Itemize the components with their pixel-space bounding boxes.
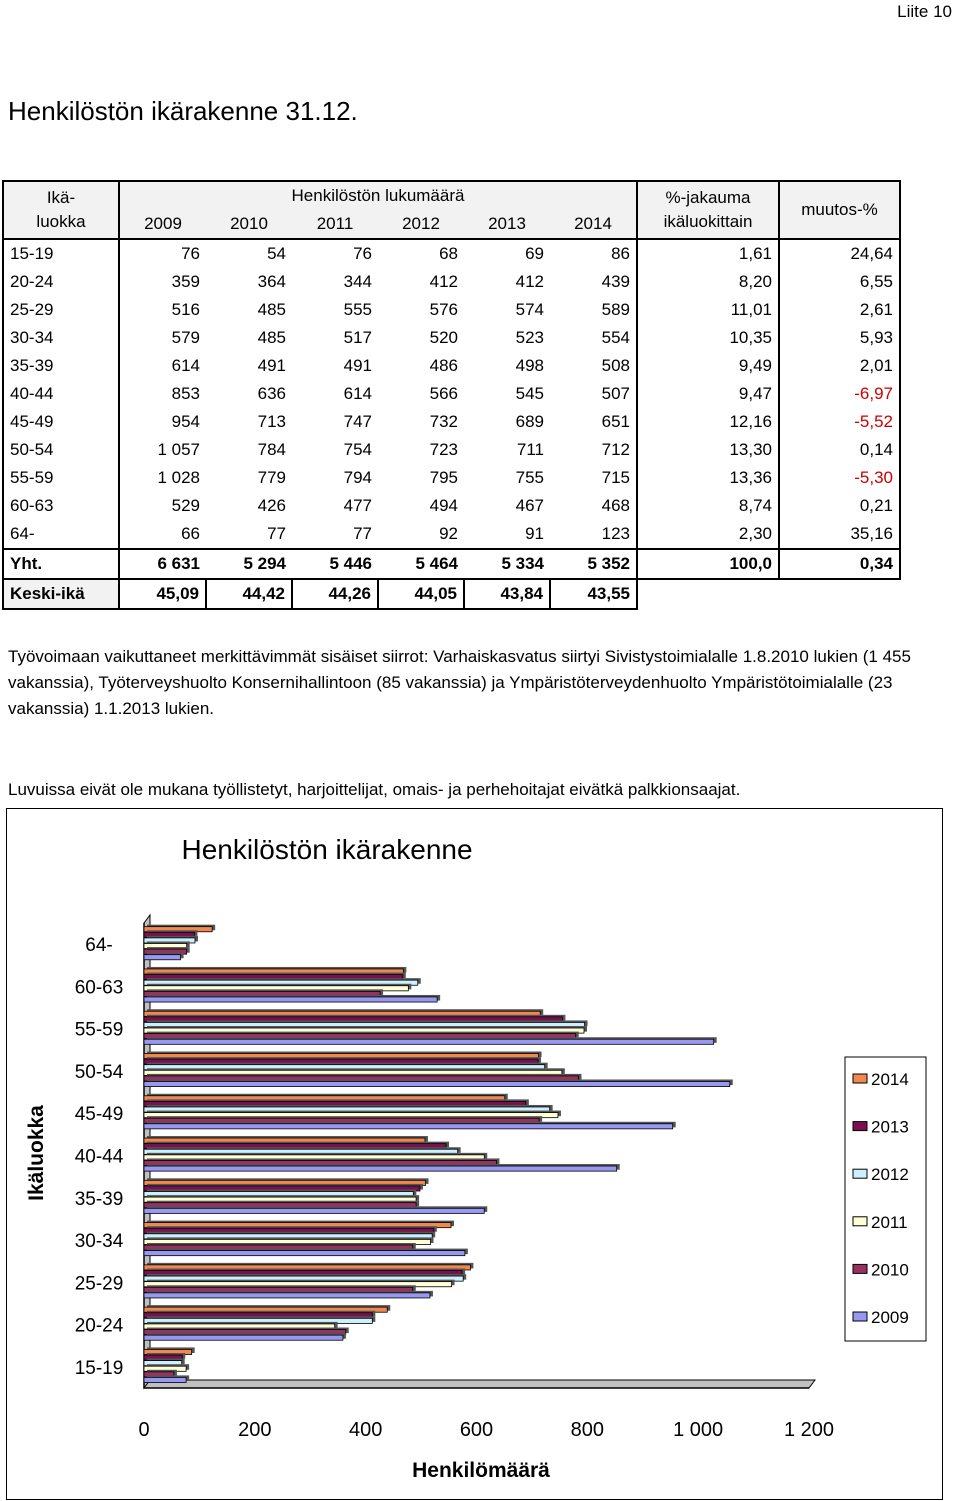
cell-value: 76: [181, 244, 200, 263]
header-year: 2011: [292, 210, 378, 239]
y-tick-label: 25-29: [74, 1273, 124, 1295]
cell-value: 715: [550, 464, 637, 492]
header-year: 2013: [464, 210, 550, 239]
cell-value: 5 352: [550, 549, 637, 579]
cell-value: 636: [257, 384, 286, 403]
cell-value: 784: [257, 440, 286, 459]
cell-change: -6,97: [779, 380, 900, 408]
cell-value: 5 446: [292, 549, 378, 579]
row-label: Yht.: [3, 549, 119, 579]
table-row: [3, 520, 900, 549]
row-label: 55-59: [3, 464, 119, 492]
cell-percent: 1,61: [637, 239, 779, 268]
age-structure-chart: [6, 808, 943, 1500]
cell-value: 747: [343, 412, 372, 431]
cell-value: 689: [515, 412, 544, 431]
cell-value: 5 334: [464, 549, 550, 579]
legend-swatch-2012: [853, 1169, 867, 1178]
cell-value: 651: [550, 408, 637, 436]
cell-value: 491: [257, 356, 286, 375]
note-exclusions: Luvuissa eivät ole mukana työllistetyt, harjoittelijat, omais- ja perhehoitajat eivätkä palkkionsaajat.: [8, 780, 741, 799]
x-tick-label: 600: [459, 1419, 494, 1441]
bar-2009-45-49: [144, 1124, 673, 1129]
cell-value: 566: [429, 384, 458, 403]
cell-value: 43,84: [464, 579, 550, 609]
cell-change: 2,01: [779, 352, 900, 380]
bar-2009-30-34: [144, 1251, 465, 1256]
cell-value: 44,05: [378, 579, 464, 609]
cell-value: 467: [515, 496, 544, 515]
cell-value: 794: [343, 468, 372, 487]
cell-value: 54: [267, 244, 286, 263]
table-row: [3, 352, 900, 380]
row-label: 60-63: [3, 492, 119, 520]
cell-value: 732: [429, 412, 458, 431]
cell-value: 779: [257, 468, 286, 487]
bar-2009-50-54: [144, 1081, 730, 1086]
cell-value: 45,09: [119, 579, 206, 609]
legend-swatch-2011: [853, 1217, 867, 1226]
y-tick-label: 55-59: [74, 1019, 124, 1041]
table-row: [3, 380, 900, 408]
cell-value: 614: [343, 384, 372, 403]
cell-value: 523: [515, 328, 544, 347]
cell-value: 712: [550, 436, 637, 464]
cell-change: 0,14: [779, 436, 900, 464]
cell-value: 6 631: [119, 549, 206, 579]
row-label: 35-39: [3, 352, 119, 380]
cell-percent: 8,20: [637, 268, 779, 296]
cell-value: 69: [525, 244, 544, 263]
cell-value: 491: [343, 356, 372, 375]
cell-value: 494: [429, 496, 458, 515]
cell-value: 485: [257, 300, 286, 319]
cell-value: 498: [515, 356, 544, 375]
bar-2009-35-39: [144, 1208, 484, 1213]
cell-value: 468: [550, 492, 637, 520]
cell-value: 412: [515, 272, 544, 291]
x-tick-label: 1 000: [673, 1419, 724, 1441]
cell-value: 516: [171, 300, 200, 319]
header-distribution: [637, 181, 779, 239]
cell-percent: 13,36: [637, 464, 779, 492]
row-label: 15-19: [3, 239, 119, 268]
cell-value: 853: [171, 384, 200, 403]
bar-2009-64-: [144, 955, 181, 960]
y-tick-label: 50-54: [74, 1061, 124, 1083]
cell-percent: 9,49: [637, 352, 779, 380]
cell-value: 713: [257, 412, 286, 431]
age-structure-table: [2, 180, 901, 610]
header-year: 2014: [550, 210, 637, 239]
cell-change: 35,16: [779, 520, 900, 549]
cell-change: -5,30: [779, 464, 900, 492]
bar-2009-55-59: [144, 1039, 714, 1044]
bar-2009-25-29: [144, 1293, 430, 1298]
cell-value: 723: [429, 440, 458, 459]
row-label: 40-44: [3, 380, 119, 408]
cell-value: 754: [343, 440, 372, 459]
plot-floor: [144, 1380, 815, 1388]
cell-value: 92: [439, 524, 458, 543]
row-label: 30-34: [3, 324, 119, 352]
table-row-average-age: [3, 579, 900, 609]
legend-label-2011: 2011: [871, 1212, 908, 1232]
cell-percent: 100,0: [637, 549, 779, 579]
cell-value: 555: [343, 300, 372, 319]
cell-value: 439: [550, 268, 637, 296]
header-distribution-line2: ikäluokittain: [663, 212, 753, 231]
cell-value: 1 057: [157, 440, 200, 459]
cell-value: 76: [353, 244, 372, 263]
bar-2009-20-24: [144, 1335, 343, 1340]
cell-value: 755: [515, 468, 544, 487]
cell-value: 86: [550, 239, 637, 268]
cell-percent: 11,01: [637, 296, 779, 324]
page-label: Liite 10: [897, 2, 952, 21]
cell-value: 344: [343, 272, 372, 291]
row-label: 20-24: [3, 268, 119, 296]
cell-value: 554: [550, 324, 637, 352]
legend-swatch-2010: [853, 1264, 867, 1273]
cell-value: 477: [343, 496, 372, 515]
cell-value: 520: [429, 328, 458, 347]
header-age-group: [3, 181, 119, 239]
bar-2009-15-19: [144, 1377, 186, 1382]
cell-change: 2,61: [779, 296, 900, 324]
legend-label-2014: 2014: [871, 1070, 909, 1089]
y-tick-label: 20-24: [74, 1315, 124, 1337]
row-label: 45-49: [3, 408, 119, 436]
cell-change: 0,34: [779, 549, 900, 579]
cell-change: -5,52: [779, 408, 900, 436]
cell-value: 44,42: [206, 579, 292, 609]
cell-value: 517: [343, 328, 372, 347]
cell-change: 6,55: [779, 268, 900, 296]
cell-value: 123: [550, 520, 637, 549]
cell-percent: 13,30: [637, 436, 779, 464]
cell-value: 44,26: [292, 579, 378, 609]
cell-value: 614: [171, 356, 200, 375]
cell-value: 364: [257, 272, 286, 291]
x-tick-label: 400: [348, 1419, 383, 1441]
cell-value: 5 464: [378, 549, 464, 579]
cell-value: 574: [515, 300, 544, 319]
cell-value: 412: [429, 272, 458, 291]
cell-change: 0,21: [779, 492, 900, 520]
x-tick-label: 800: [570, 1419, 605, 1441]
cell-value: 579: [171, 328, 200, 347]
note-internal-transfers: Työvoimaan vaikuttaneet merkittävimmät sisäiset siirrot: Varhaiskasvatus siirtyi Sivistystoimialalle 1.8.2010 lukien (1 455 vakanssia), Työterveyshuolto Konsernihallintoon (85 vakanssia) ja Ympäristöterveydenhuolto Ympäristötoimialalle (23 vakanssia) 1.1.2013 lukien.: [8, 647, 911, 718]
table-row: [3, 268, 900, 296]
y-axis-label: Ikäluokka: [25, 1105, 48, 1201]
legend-label-2013: 2013: [871, 1117, 909, 1137]
cell-value: 426: [257, 496, 286, 515]
bar-2009-40-44: [144, 1166, 617, 1171]
header-year: 2010: [206, 210, 292, 239]
header-age-group-line1: Ikä-: [46, 188, 76, 207]
cell-value: 359: [171, 272, 200, 291]
cell-value: 954: [171, 412, 200, 431]
cell-change: 5,93: [779, 324, 900, 352]
x-tick-label: 0: [138, 1419, 150, 1441]
cell-value: 576: [429, 300, 458, 319]
cell-value: 486: [429, 356, 458, 375]
x-tick-label: 200: [238, 1419, 272, 1441]
cell-value: 795: [429, 468, 458, 487]
cell-change: 24,64: [779, 239, 900, 268]
cell-value: 545: [515, 384, 544, 403]
table-row-total: [3, 549, 900, 579]
page-title: Henkilöstön ikärakenne 31.12.: [8, 96, 358, 126]
legend-swatch-2013: [853, 1122, 867, 1131]
legend-label-2012: 2012: [871, 1165, 909, 1185]
cell-value: 711: [516, 440, 544, 459]
table-row: [3, 436, 900, 464]
legend-box: [845, 1057, 926, 1341]
chart-svg: [7, 809, 942, 1499]
y-tick-label: 40-44: [74, 1146, 124, 1168]
y-tick-label: 64-: [85, 935, 113, 957]
table-row: [3, 464, 900, 492]
y-tick-label: 30-34: [74, 1231, 124, 1253]
cell-value: 507: [550, 380, 637, 408]
table-row: [3, 408, 900, 436]
cell-value: 529: [171, 496, 200, 515]
cell-value: 589: [550, 296, 637, 324]
legend-label-2009: 2009: [871, 1308, 909, 1327]
cell-percent: 8,74: [637, 492, 779, 520]
cell-value: 485: [257, 328, 286, 347]
cell-value: 5 294: [206, 549, 292, 579]
table-row: [3, 296, 900, 324]
chart-title: Henkilöstön ikärakenne: [181, 834, 473, 865]
cell-value: 43,55: [550, 579, 637, 609]
cell-value: 66: [181, 524, 200, 543]
cell-value: 68: [439, 244, 458, 263]
row-label: 50-54: [3, 436, 119, 464]
header-year: 2009: [119, 210, 206, 239]
table-row: [3, 239, 900, 268]
y-tick-label: 35-39: [74, 1188, 124, 1210]
cell-value: 91: [525, 524, 544, 543]
header-change: muutos-%: [779, 181, 900, 239]
row-label: 25-29: [3, 296, 119, 324]
row-label: 64-: [3, 520, 119, 549]
table-row: [3, 492, 900, 520]
x-tick-label: 1 200: [783, 1419, 835, 1441]
legend-label-2010: 2010: [871, 1260, 909, 1280]
row-label: Keski-ikä: [3, 579, 119, 609]
header-distribution-line1: %-jakauma: [665, 188, 751, 207]
x-axis-label: Henkilömäärä: [412, 1459, 550, 1482]
legend-swatch-2014: [853, 1074, 867, 1083]
cell-percent: 9,47: [637, 380, 779, 408]
cell-value: 77: [353, 524, 372, 543]
cell-value: 1 028: [157, 468, 200, 487]
bar-2009-60-63: [144, 997, 437, 1002]
cell-percent: 2,30: [637, 520, 779, 549]
age-structure-table-wrap: [2, 180, 901, 610]
cell-value: 508: [550, 352, 637, 380]
header-year: 2012: [378, 210, 464, 239]
table-row: [3, 324, 900, 352]
header-count: Henkilöstön lukumäärä: [119, 181, 637, 210]
cell-percent: 12,16: [637, 408, 779, 436]
y-tick-label: 45-49: [74, 1104, 124, 1126]
y-tick-label: 60-63: [74, 977, 124, 999]
y-tick-label: 15-19: [74, 1357, 124, 1379]
cell-percent: 10,35: [637, 324, 779, 352]
legend-swatch-2009: [853, 1312, 867, 1321]
cell-value: 77: [267, 524, 286, 543]
header-age-group-line2: luokka: [36, 212, 86, 231]
